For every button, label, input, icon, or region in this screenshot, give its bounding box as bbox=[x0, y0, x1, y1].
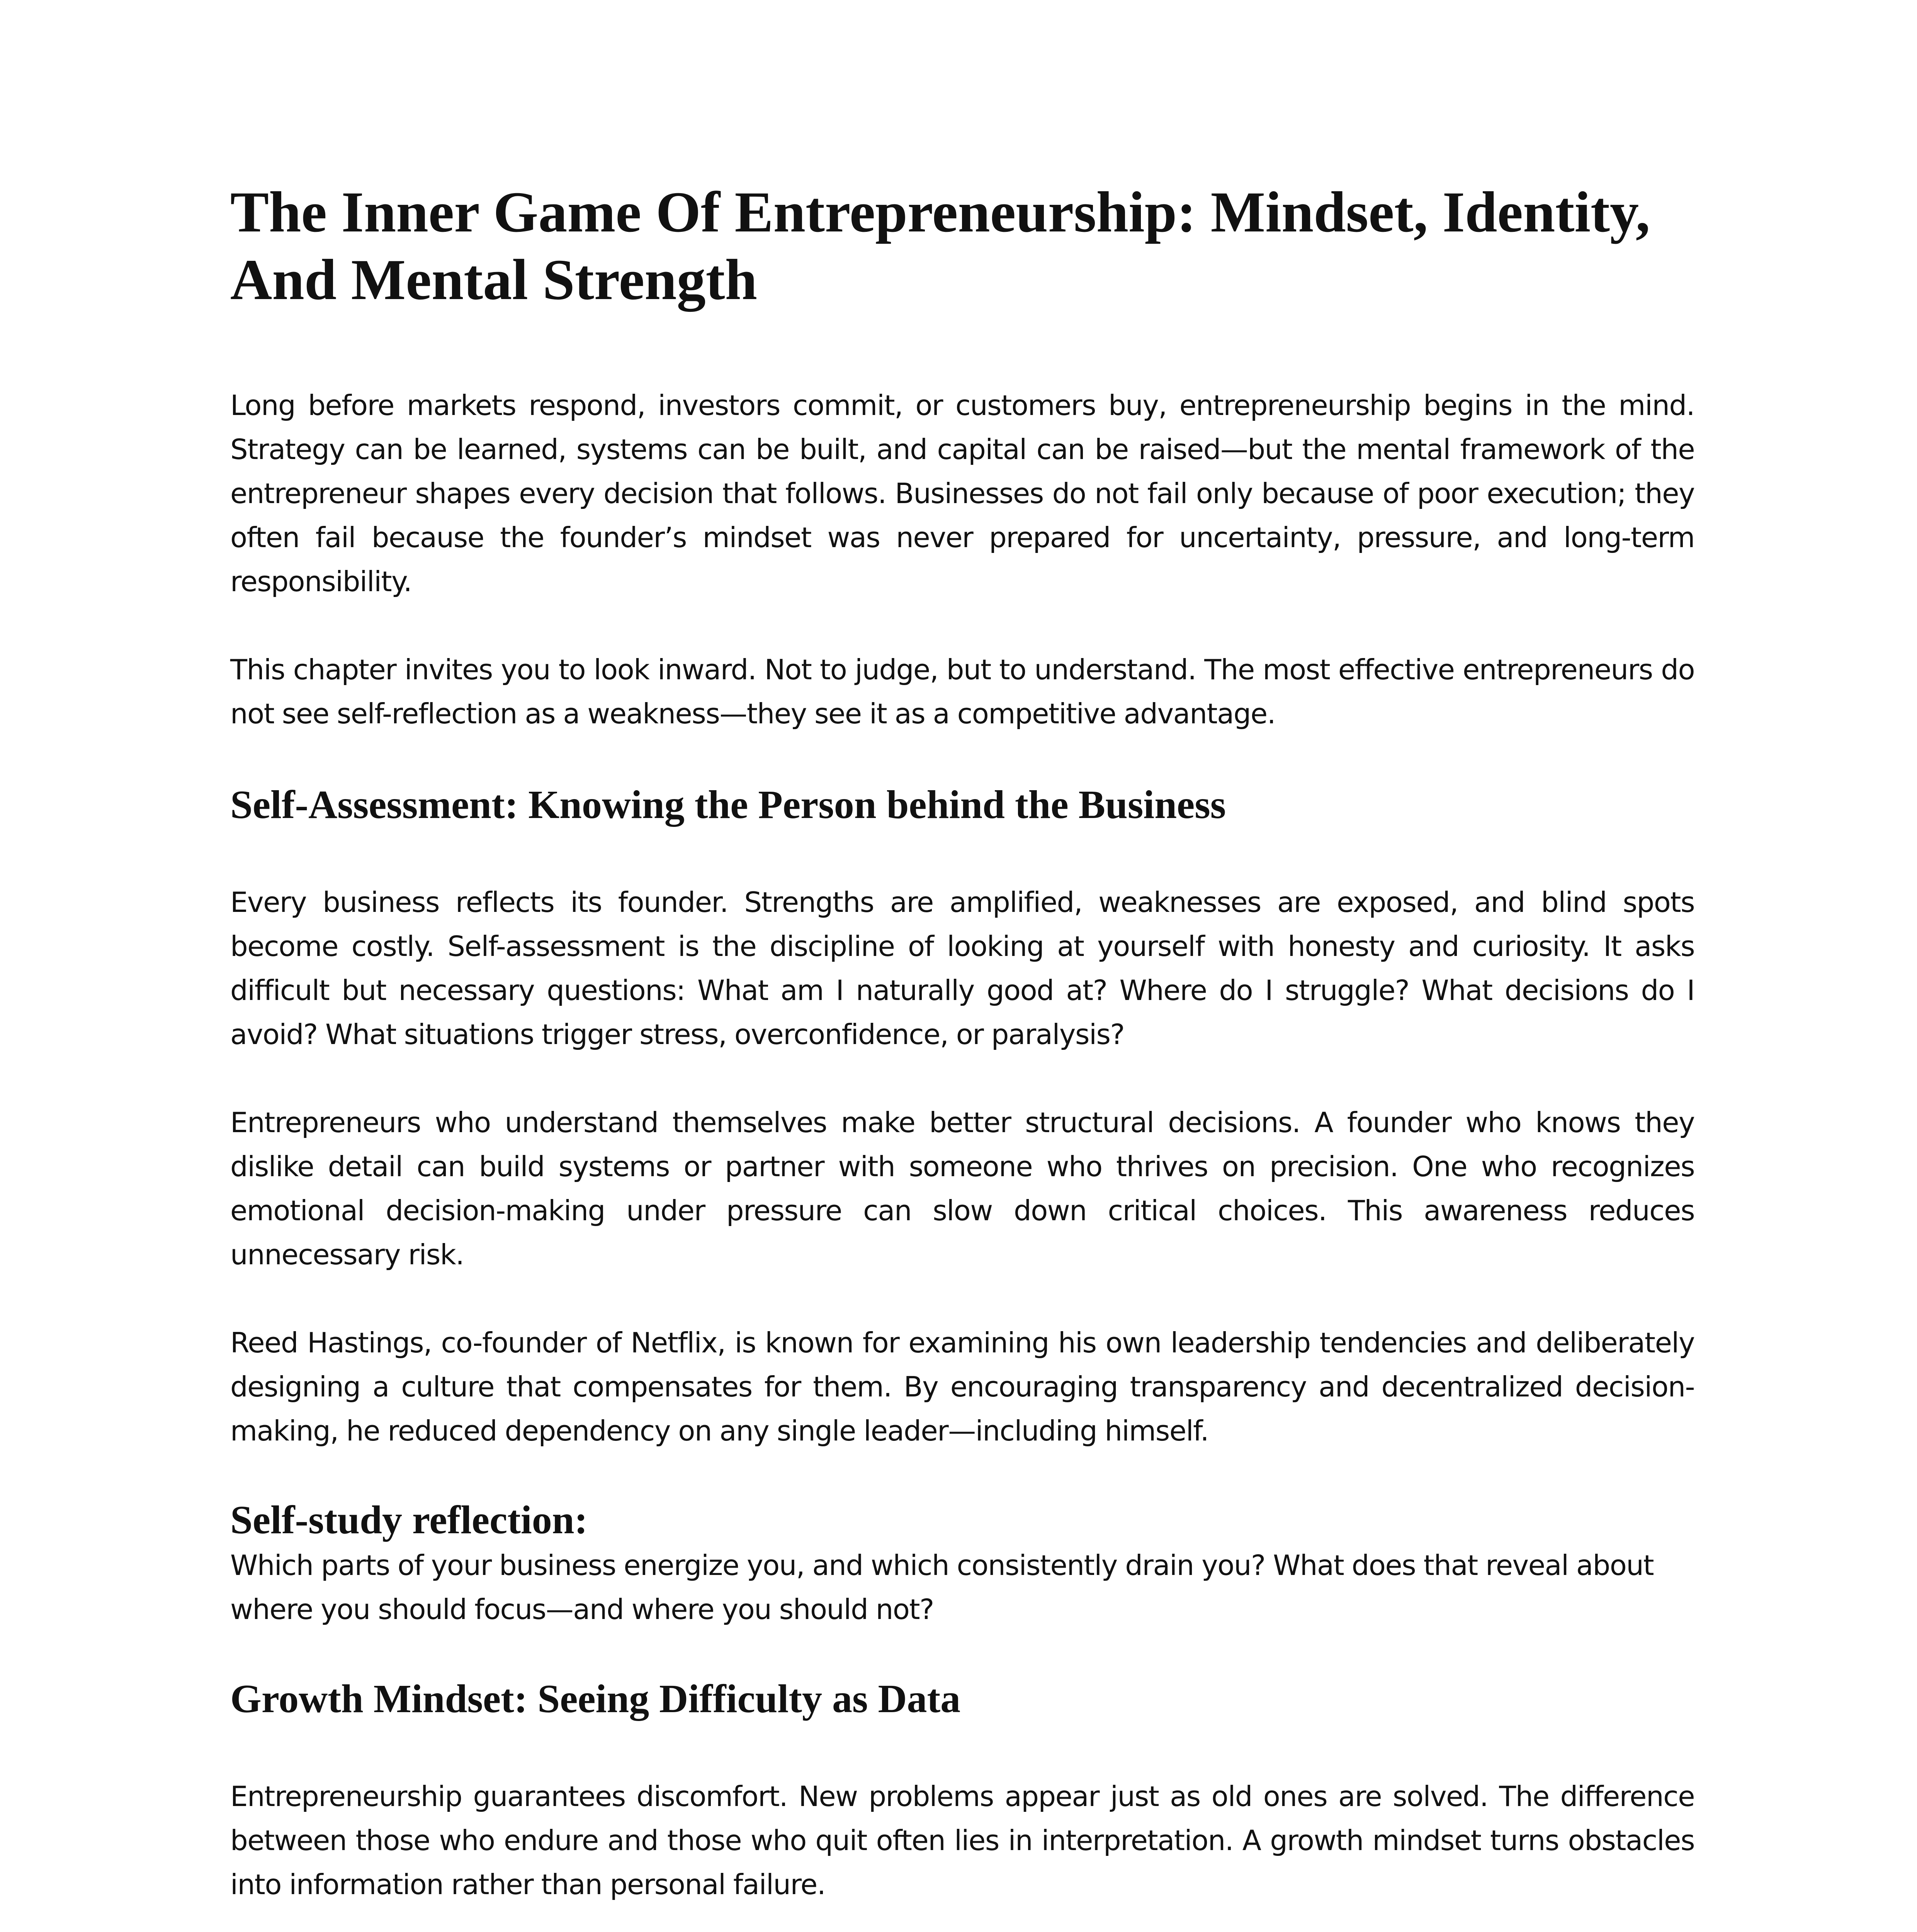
section-heading-self-assessment: Self-Assessment: Knowing the Person behind the Business bbox=[230, 782, 1226, 827]
reflection-heading: Self-study reflection: bbox=[230, 1498, 588, 1542]
intro-paragraph: This chapter invites you to look inward. Not to judge, but to understand. The most effective entrepreneurs do not see self-reflection as a weakness—they see it as a competitive advantage. bbox=[230, 653, 1694, 730]
chapter-title: The Inner Game Of Entrepreneurship: Mindset, Identity, And Mental Strength bbox=[230, 180, 1650, 312]
section-paragraph: Every business reflects its founder. Strengths are amplified, weaknesses are exposed, and blind spots become costly. Self-assessment is the discipline of looking at yourself with honesty and curiosity. It asks difficult but necessary questions: What am I naturally good at? Where do I struggle? What decisions do I avoid? What situations trigger stress, overconfidence, or paralysis? bbox=[230, 886, 1694, 1051]
section-paragraph: Entrepreneurship guarantees discomfort. New problems appear just as old ones are solved. The difference between those who endure and those who quit often lies in interpretation. A growth mindset turns obstacles into information rather than personal failure. bbox=[230, 1780, 1694, 1901]
section-heading-growth-mindset: Growth Mindset: Seeing Difficulty as Data bbox=[230, 1677, 961, 1721]
reflection-block bbox=[230, 1497, 1694, 1631]
section-paragraph: Reed Hastings, co-founder of Netflix, is known for examining his own leadership tendencies and deliberately designing a culture that compensates for them. By encouraging transparency and decentralized decision-making, he reduced dependency on any single leader—including himself. bbox=[230, 1327, 1694, 1447]
intro-paragraph: Long before markets respond, investors commit, or customers buy, entrepreneurship begins in the mind. Strategy can be learned, systems can be built, and capital can be raised—but the mental framework of the entrepreneur shapes every decision that follows. Businesses do not fail only because of poor execution; they often fail because the founder’s mindset was never prepared for uncertainty, pressure, and long-term responsibility. bbox=[230, 389, 1694, 598]
reflection-text: Which parts of your business energize you, and which consistently drain you? What does that reveal about where you should focus—and where you should not? bbox=[230, 1549, 1654, 1626]
page-content bbox=[230, 179, 1694, 1932]
section-paragraph: Entrepreneurs who understand themselves make better structural decisions. A founder who knows they dislike detail can build systems or partner with someone who thrives on precision. One who recognizes emotional decision-making under pressure can slow down critical choices. This awareness reduces unnecessary risk. bbox=[230, 1106, 1694, 1271]
